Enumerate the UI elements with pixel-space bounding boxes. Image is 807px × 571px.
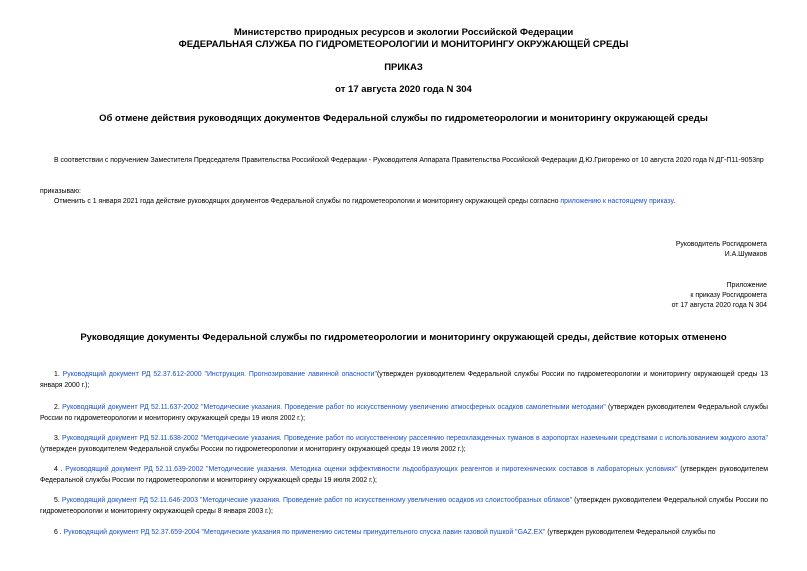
item-text: (утвержден руководителем Федеральной службы по	[545, 529, 716, 536]
cancel-text: Отменить с 1 января 2021 года действие руководящих документов Федеральной службы по гидрометеорологии и мониторингу окружающей среды согласно	[54, 198, 561, 205]
cancel-paragraph	[54, 196, 754, 207]
document-type: ПРИКАЗ	[384, 62, 423, 73]
appendix-block	[672, 281, 767, 311]
item-link[interactable]: Руководящий документ РД 52.11.637-2002 "Методические указания. Проведение работ по искусственному увеличению атмосферных осадков самолетными методами"	[62, 404, 606, 411]
item-number: 5.	[54, 497, 62, 504]
list-item	[40, 464, 768, 486]
item-text: (утвержден руководителем Федеральной службы России по гидрометеорологии и мониторингу окружающей среды 8 января 2003 г.);	[40, 497, 768, 515]
item-text: (утвержден руководителем Федеральной службы России по гидрометеорологии и мониторингу окружающей среды 19 июля 2002 г.);	[40, 466, 768, 484]
item-link[interactable]: Руководящий документ РД 52.37.659-2004 "Методические указания по применению системы принудительного спуска лавин газовой пушкой "GAZ.EX"	[63, 529, 546, 536]
item-number: 1.	[54, 371, 63, 378]
item-number: 3.	[54, 435, 62, 442]
appendix-title: Руководящие документы Федеральной службы по гидрометеорологии и мониторингу окружающей среды, действие которых отменено	[80, 332, 727, 343]
list-item	[40, 495, 768, 517]
item-link[interactable]: Руководящий документ РД 52.37.612-2000 "Инструкция. Прогнозирование лавинной опасности"	[62, 371, 377, 378]
list-item	[40, 527, 768, 538]
appendix-date: от 17 августа 2020 года N 304	[671, 302, 767, 309]
document-title: Об отмене действия руководящих документов Федеральной службы по гидрометеорологии и мониторингу окружающей среды	[99, 113, 708, 124]
list-item	[40, 402, 768, 424]
item-number: 2.	[54, 404, 63, 411]
item-text: (утвержден руководителем Федеральной службы России по гидрометеорологии и мониторингу окружающей среды 19 июля 2002 г.);	[40, 404, 768, 422]
item-text: (утвержден руководителем Федеральной службы России по гидрометеорологии и мониторингу окружающей среды 19 июля 2002 г.);	[40, 446, 466, 453]
item-number: 4 .	[54, 466, 66, 473]
list-item	[40, 369, 768, 391]
item-text: (утвержден руководителем Федеральной службы России по гидрометеорологии и мониторингу окружающей среды 13 января 2000 г.);	[40, 371, 768, 389]
appendix-order: к приказу Росгидромета	[690, 292, 767, 299]
ministry-name: Министерство природных ресурсов и экологии Российской Федерации	[233, 27, 574, 38]
appendix-link[interactable]: приложению к настоящему приказу	[560, 198, 674, 205]
item-link[interactable]: Руководящий документ РД 52.11.638-2002 "Методические указания. Проведение работ по искусственному рассеянию переохлажденных туманов в аэропортах наземными средствами с использованием жидкого азота"	[62, 435, 768, 442]
service-name: ФЕДЕРАЛЬНАЯ СЛУЖБА ПО ГИДРОМЕТЕОРОЛОГИИ И МОНИТОРИНГУ ОКРУЖАЮЩЕЙ СРЕДЫ	[178, 39, 629, 50]
signature-name: И.А.Шумаков	[724, 251, 767, 258]
item-link[interactable]: Руководящий документ РД 52.11.646-2003 "Методические указания. Проведение работ по искусственному увеличению осадков из слоистообразных облаков"	[61, 497, 573, 504]
cancel-end: .	[673, 198, 676, 205]
signature-position: Руководитель Росгидромета	[675, 241, 767, 248]
list-item	[40, 433, 768, 455]
appendix-label: Приложение	[726, 282, 767, 289]
document-date-number: от 17 августа 2020 года N 304	[335, 84, 472, 95]
item-number: 6 .	[54, 529, 64, 536]
basis-paragraph: В соответствии с поручением Заместителя Председателя Правительства Российской Федерации - Руководителя Аппарата Правительства Российской Федерации Д.Ю.Григоренко от 10 августа 2020 года N ДГ-П11-9053пр	[54, 157, 764, 164]
item-link[interactable]: Руководящий документ РД 52.11.639-2002 "Методические указания. Методика оценки эффективности льдообразующих реагентов и пиротехнических составов в лабораторных условиях"	[65, 466, 678, 473]
ordered-line: приказываю:	[40, 188, 81, 195]
